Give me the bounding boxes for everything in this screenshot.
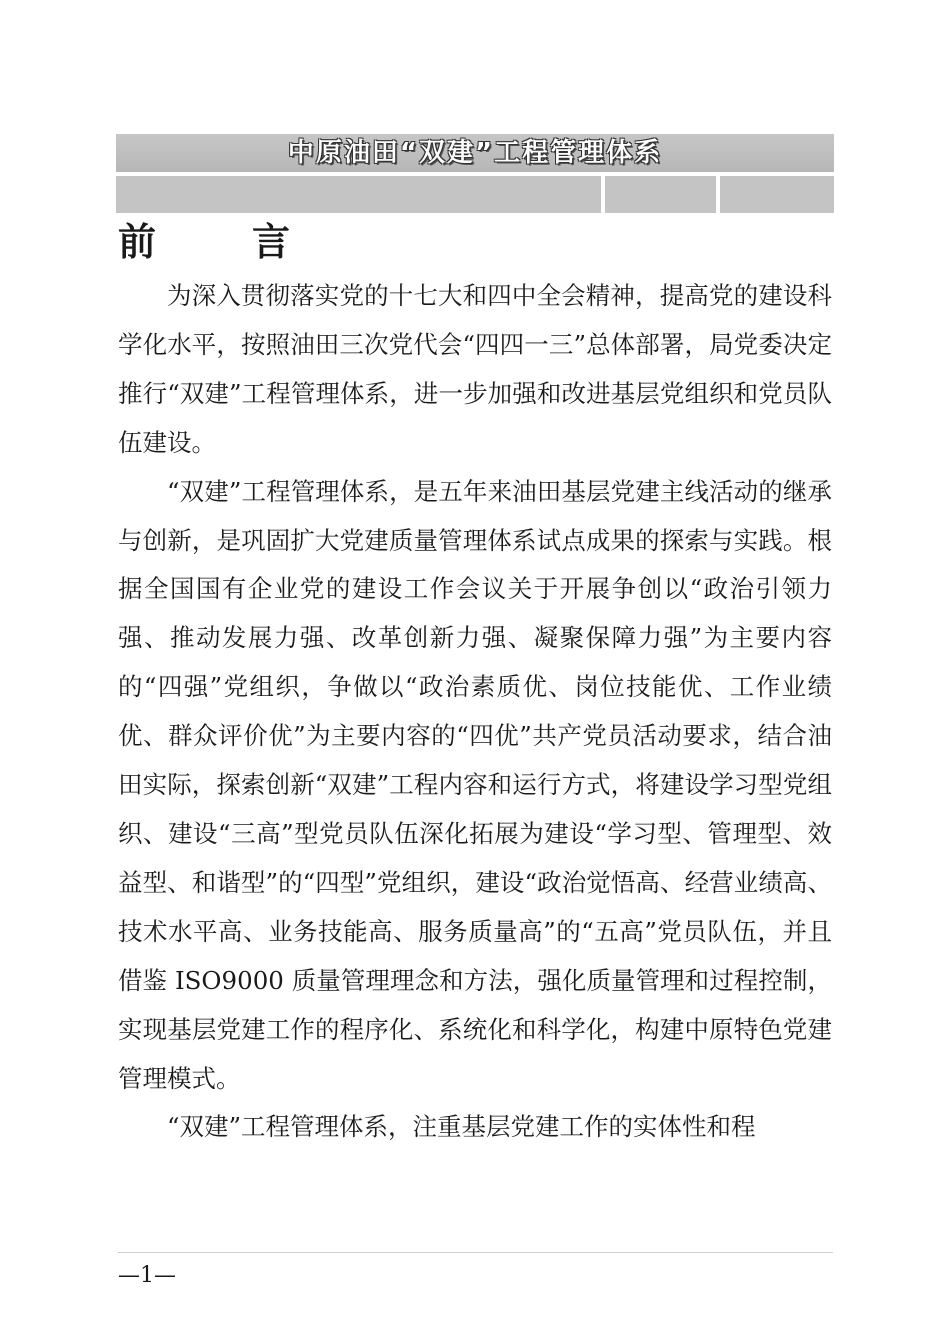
page-number: —1— [118, 1263, 176, 1288]
banner-title: 中原油田“双建”工程管理体系 [287, 138, 663, 168]
footer-divider [118, 1252, 833, 1253]
paragraph-2: “双建”工程管理体系，是五年来油田基层党建主线活动的继承与创新，是巩固扩大党建质量管理体系试点成果的探索与实践。根据全国国有企业党的建设工作会议关于开展争创以“政治引领力强、推动发展力强、改革创新力强、凝聚保障力强”为主要内容的“四强”党组织，争做以“政治素质优、岗位技能优、工作业绩优、群众评价优”为主要内容的“四优”共产党员活动要求，结合油田实际，探索创新“双建”工程内容和运行方式，将建设学习型党组织、建设“三高”型党员队伍深化拓展为建设“学习型、管理型、效益型、和谐型”的“四型”党组织，建设“政治觉悟高、经营业绩高、技术水平高、业务技能高、服务质量高”的“五高”党员队伍，并且借鉴 ISO9000 质量管理理念和方法，强化质量管理和过程控制，实现基层党建工作的程序化、系统化和科学化，构建中原特色党建管理模式。 [118, 476, 832, 1093]
header-subbar-left [116, 176, 601, 213]
heading-char-1: 前 [118, 219, 157, 264]
paragraph-1: 为深入贯彻落实党的十七大和四中全会精神，提高党的建设科学化水平，按照油田三次党代会“四四一三”总体部署，局党委决定推行“双建”工程管理体系，进一步加强和改进基层党组织和党员队伍建设。 [118, 281, 832, 457]
section-heading [118, 214, 290, 270]
header-subbar-middle [605, 176, 716, 213]
header-subbar-right [720, 176, 834, 213]
header-banner [116, 134, 834, 172]
paragraph-3: “双建”工程管理体系，注重基层党建工作的实体性和程 [167, 1112, 756, 1142]
body-text [118, 272, 832, 1152]
heading-char-2: 言 [252, 219, 291, 264]
